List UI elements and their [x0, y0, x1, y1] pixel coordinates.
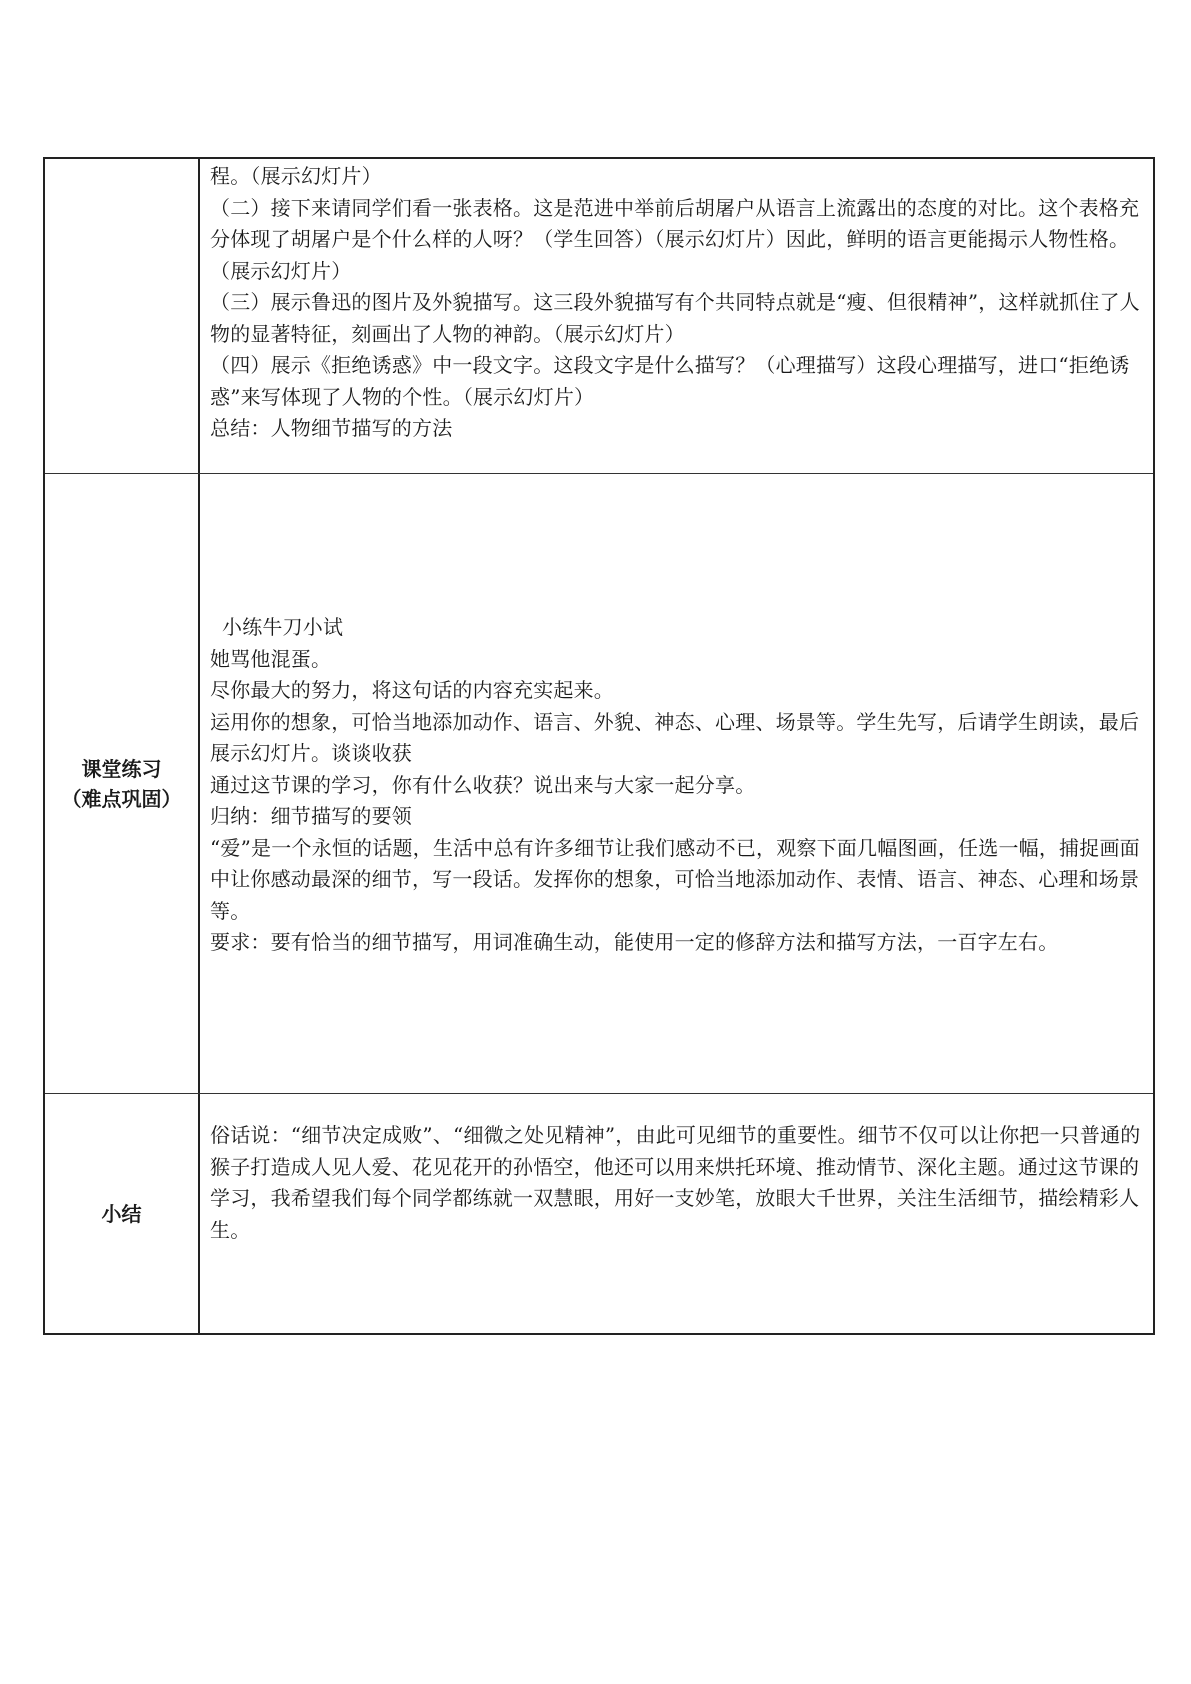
- row-label-summary: [45, 1094, 200, 1333]
- paragraph: 小练牛刀小试: [222, 615, 344, 639]
- paragraph: （二）接下来请同学们看一张表格。这是范进中举前后胡屠户从语言上流露出的态度的对比。这个表格充分体现了胡屠户是个什么样的人呀？（学生回答）（展示幻灯片）因此，鲜明的语言更能揭示人物性格。（展示幻灯片）: [210, 195, 1140, 283]
- label-line: （难点巩固）: [61, 786, 182, 811]
- row-content-summary: [200, 1094, 1153, 1333]
- row-content-process: [200, 159, 1153, 473]
- paragraph: 尽你最大的努力，将这句话的内容充实起来。: [210, 678, 614, 702]
- lesson-plan-table: [43, 157, 1155, 1335]
- table-row-summary: [45, 1093, 1153, 1333]
- label-line: 课堂练习: [81, 756, 162, 781]
- paragraph: 她骂他混蛋。: [210, 646, 332, 671]
- paragraph: 通过这节课的学习，你有什么收获？说出来与大家一起分享。: [210, 772, 756, 797]
- row-label-practice: [45, 474, 200, 1093]
- table-row-process: [45, 159, 1153, 473]
- paragraph: 俗话说：“细节决定成败”、“细微之处见精神”，由此可见细节的重要性。细节不仅可以让你把一只普通的猴子打造成人见人爱、花见花开的孙悟空，他还可以用来烘托环境、推动情节、深化主题。通过这节课的学习，我希望我们每个同学都练就一双慧眼，用好一支妙笔，放眼大千世界，关注生活细节，描绘精彩人生。: [210, 1123, 1141, 1242]
- paragraph: “爱”是一个永恒的话题，生活中总有许多细节让我们感动不已，观察下面几幅图画，任选一幅，捕捉画面中让你感动最深的细节，写一段话。发挥你的想象，可恰当地添加动作、表情、语言、神态、心理和场景等。: [210, 835, 1140, 923]
- paragraph: 归纳：细节描写的要领: [210, 804, 412, 828]
- table-row-practice: [45, 473, 1153, 1093]
- paragraph: （三）展示鲁迅的图片及外貌描写。这三段外貌描写有个共同特点就是“瘦、但很精神”，这样就抓住了人物的显著特征，刻画出了人物的神韵。（展示幻灯片）: [210, 290, 1140, 346]
- paragraph: 运用你的想象，可恰当地添加动作、语言、外貌、神态、心理、场景等。学生先写，后请学生朗读，最后展示幻灯片。谈谈收获: [210, 709, 1140, 765]
- row-label-empty: [45, 159, 200, 473]
- row-content-practice: [200, 474, 1153, 1093]
- paragraph: （四）展示《拒绝诱惑》中一段文字。这段文字是什么描写？（心理描写）这段心理描写，进口“拒绝诱惑”来写体现了人物的个性。（展示幻灯片）: [210, 353, 1130, 409]
- label-line: 小结: [101, 1201, 142, 1226]
- paragraph: 要求：要有恰当的细节描写，用词准确生动，能使用一定的修辞方法和描写方法，一百字左右。: [210, 930, 1059, 954]
- paragraph: 程。（展示幻灯片）: [210, 164, 382, 188]
- paragraph: 总结：人物细节描写的方法: [210, 416, 453, 440]
